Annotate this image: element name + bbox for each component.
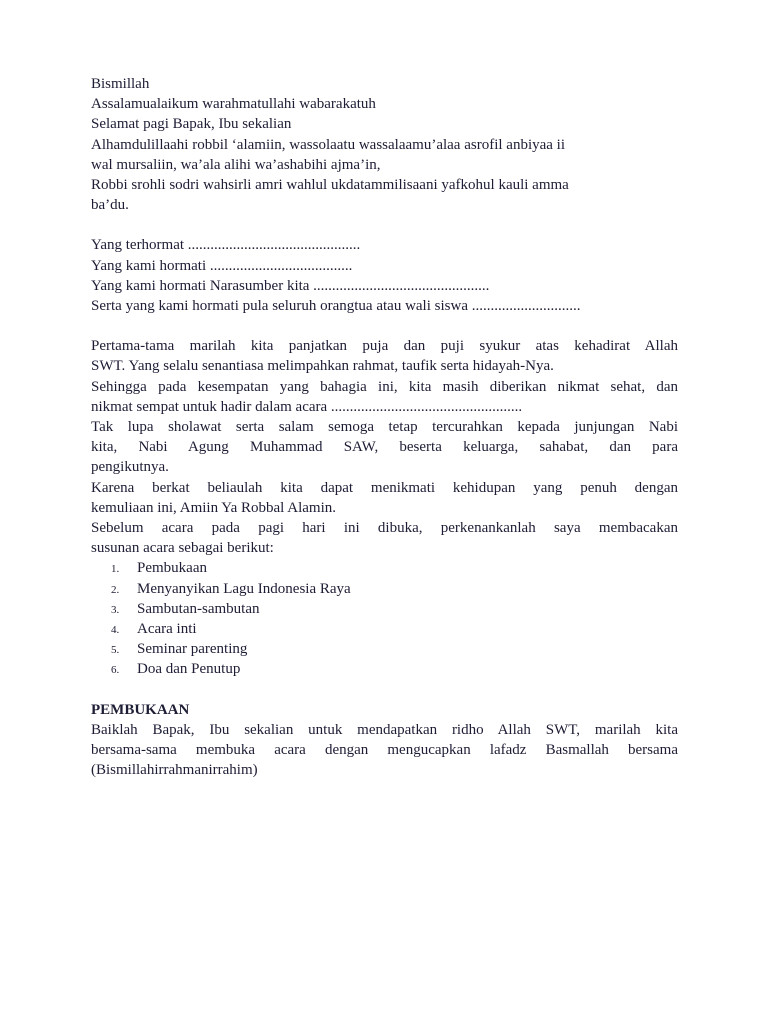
body-line: Pertama-tama marilah kita panjatkan puja dan puji syukur atas kehadirat Allah (91, 338, 678, 355)
body-line: pengikutnya. (91, 459, 169, 476)
body-line: kemuliaan ini, Amiin Ya Robbal Alamin. (91, 499, 336, 516)
greeting-line: Yang kami hormati ...................................... (91, 257, 353, 274)
list-item-label: Pembukaan (137, 560, 207, 577)
list-item (91, 558, 678, 578)
list-item-label: Doa dan Penutup (137, 661, 241, 678)
greetings-section (91, 235, 678, 316)
list-number: 5. (111, 644, 120, 657)
section-heading: PEMBUKAAN (91, 701, 190, 718)
agenda-list (91, 558, 678, 679)
list-item-label: Acara inti (137, 621, 197, 638)
opening-line: Alhamdulillaahi robbil ‘alamiin, wassolaatu wassalaamu’alaa asrofil anbiyaa ii (91, 136, 566, 153)
body-line: Tak lupa sholawat serta salam semoga tetap tercurahkan kepada junjungan Nabi (91, 419, 678, 436)
list-item-label: Seminar parenting (137, 641, 248, 658)
list-number: 4. (111, 624, 120, 637)
body-line: nikmat sempat untuk hadir dalam acara ................................................... (91, 398, 523, 415)
greeting-line: Serta yang kami hormati pula seluruh orangtua atau wali siswa ............................. (91, 298, 581, 315)
spacer (91, 316, 678, 336)
body-line: bersama-sama membuka acara dengan mengucapkan lafadz Basmallah bersama (91, 742, 678, 758)
body-line: Sehingga pada kesempatan yang bahagia ini, kita masih diberikan nikmat sehat, dan (91, 378, 678, 395)
opening-line: Bismillah (91, 76, 150, 92)
body-line: kita, Nabi Agung Muhammad SAW, beserta keluarga, sahabat, dan para (91, 439, 678, 456)
opening-line: ba’du. (91, 197, 129, 214)
document-page (91, 74, 678, 780)
opening-line: Selamat pagi Bapak, Ibu sekalian (91, 116, 292, 133)
list-item (91, 619, 678, 639)
pembukaan-section (91, 700, 678, 781)
opening-line: wal mursaliin, wa’ala alihi wa’ashabihi ajma’in, (91, 156, 381, 173)
list-item-label: Sambutan-sambutan (137, 600, 260, 617)
body-line: Baiklah Bapak, Ibu sekalian untuk mendapatkan ridho Allah SWT, marilah kita (91, 721, 678, 738)
body-line: Karena berkat beliaulah kita dapat menikmati kehidupan yang penuh dengan (91, 479, 678, 496)
body-line: SWT. Yang selalu senantiasa melimpahkan rahmat, taufik serta hidayah-Nya. (91, 358, 554, 375)
list-number: 2. (111, 583, 120, 596)
opening-section (91, 74, 678, 215)
body-line: (Bismillahirrahmanirrahim) (91, 762, 258, 779)
list-number: 3. (111, 603, 120, 616)
list-item (91, 659, 678, 679)
list-item (91, 639, 678, 659)
greeting-line: Yang kami hormati Narasumber kita ............................................... (91, 277, 490, 294)
list-number: 6. (111, 664, 120, 677)
opening-line: Robbi srohli sodri wahsirli amri wahlul ukdatammilisaani yafkohul kauli amma (91, 177, 569, 194)
greeting-line: Yang terhormat .............................................. (91, 237, 361, 254)
list-number: 1. (111, 563, 120, 576)
list-item (91, 579, 678, 599)
list-item (91, 599, 678, 619)
body-line: susunan acara sebagai berikut: (91, 540, 274, 557)
list-item-label: Menyanyikan Lagu Indonesia Raya (137, 580, 351, 597)
opening-line: Assalamualaikum warahmatullahi wabarakatuh (91, 96, 376, 113)
spacer (91, 215, 678, 235)
spacer (91, 680, 678, 700)
body-line: Sebelum acara pada pagi hari ini dibuka, perkenankanlah saya membacakan (91, 520, 678, 537)
body-section (91, 336, 678, 558)
